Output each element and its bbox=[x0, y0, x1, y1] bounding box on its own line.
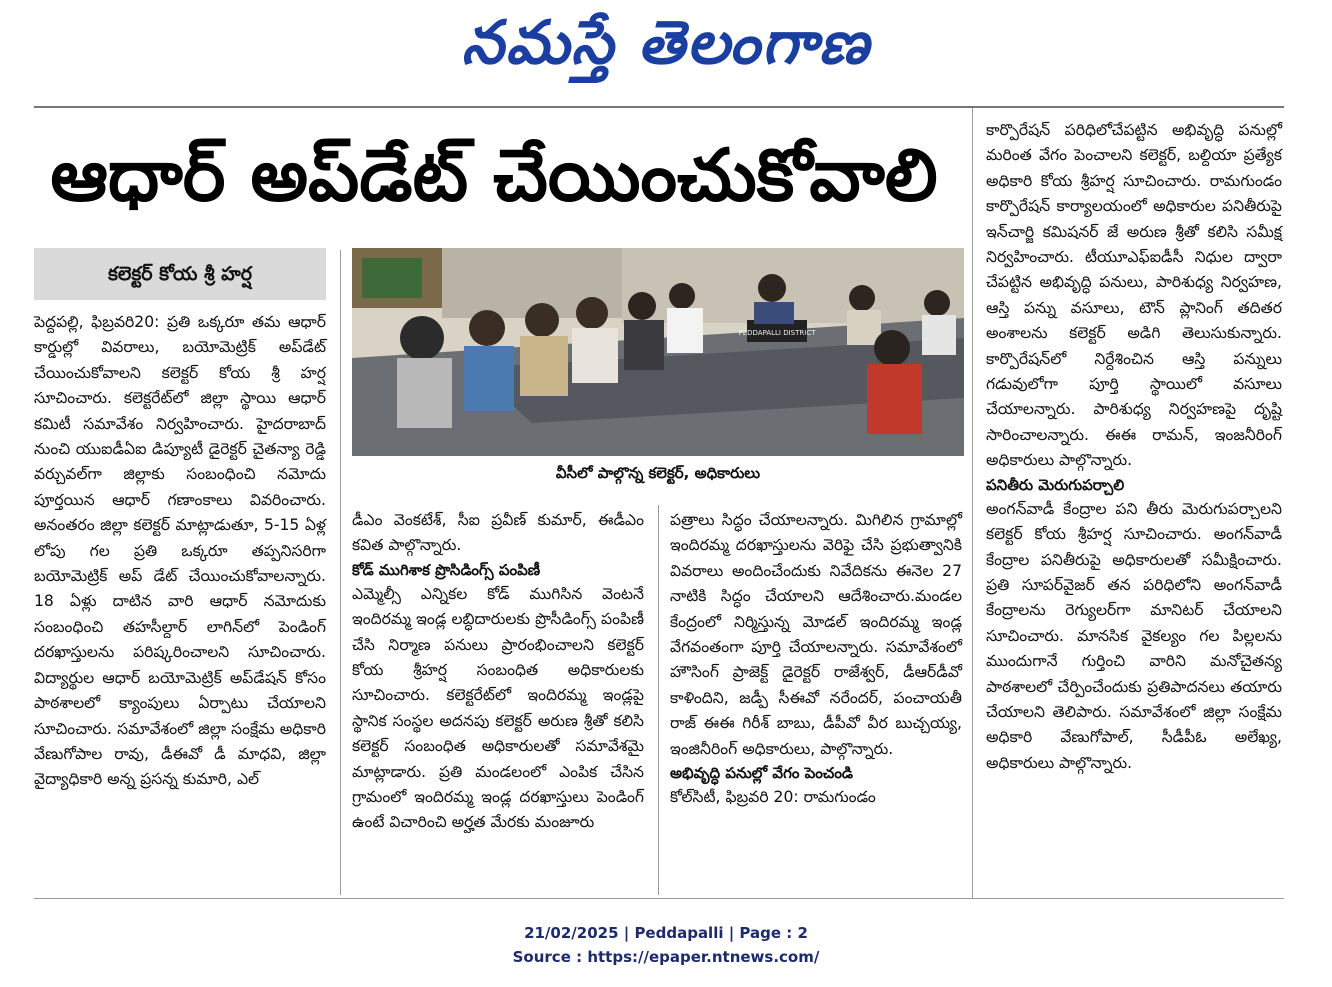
column-divider bbox=[340, 250, 341, 895]
photo-caption: వీసీలో పాల్గొన్న కలెక్టర్, అధికారులు bbox=[555, 464, 761, 482]
article-column-4 bbox=[986, 118, 1282, 776]
article-column-2 bbox=[352, 508, 644, 836]
section-heading: పనితీరు మెరుగుపర్చాలి bbox=[986, 475, 1125, 494]
column-divider bbox=[658, 505, 659, 895]
section-heading: అభివృద్ధి పనుల్లో వేగం పెంచండి bbox=[670, 764, 854, 783]
column-divider bbox=[972, 108, 973, 898]
masthead-logo: నమస్తే తెలంగాణ bbox=[461, 8, 871, 78]
nameplate-text: PEDDAPALLI DISTRICT bbox=[738, 329, 816, 337]
meeting-photo bbox=[352, 248, 964, 456]
article-column-3 bbox=[670, 508, 962, 810]
footer-date-edition: 21/02/2025 | Peddapalli | Page : 2 bbox=[524, 924, 808, 942]
article-paragraph: అంగన్‌వాడీ కేంద్రాల పని తీరు మెరుగుపర్చాలని కలెక్టర్ కోయ శ్రీహర్ష సూచించారు. అంగన్‌వాడీ కేంద్రాల పనితీరుపై అధికారులతో సమీక్షించారు. ప్రతి సూపర్‌వైజర్ తన పరిధిలోని అంగన్‌వాడీ కేంద్రాలను రెగ్యులర్‌గా మానిటర్ చేయాలని సూచించారు. మానసిక వైకల్యం గల పిల్లలను ముందుగానే గుర్తించి వారిని మనోచైతన్య పాఠశాలలో చేర్పించేందుకు ప్రతిపాదనలు తయారు చేయాలని తెలిపారు. సమావేశంలో జిల్లా సంక్షేమ అధికారి వేణుగోపాల్, సీడీపీఓ అలేఖ్య, అధికారులు పాల్గొన్నారు. bbox=[986, 499, 1282, 772]
footer-source-link[interactable]: Source : https://epaper.ntnews.com/ bbox=[512, 948, 820, 966]
news-photo bbox=[352, 248, 964, 456]
article-column-1 bbox=[34, 310, 326, 793]
article-paragraph: పత్రాలు సిద్ధం చేయాలన్నారు. మిగిలిన గ్రామాల్లో ఇందిరమ్మ దరఖాస్తులను వెరిఫై చేసి ప్రభుత్వానికి వివరాలు అందించేందుకు నివేదికను ఈనెల 27 నాటికి సిద్ధం చేయాలని ఆదేశించారు.మండల కేంద్రంలో నిర్మిస్తున్న మోడల్ ఇందిరమ్మ ఇండ్ల వేగవంతంగా పూర్తి చేయాలన్నారు. సమావేశంలో హౌసింగ్ ప్రాజెక్ట్ డైరెక్టర్ రాజేశ్వర్, డీఆర్‌డీవో కాళిందిని, జడ్పీ సీఈవో నరేందర్, పంచాయతీ రాజ్ ఈఈ గిరీశ్ బాబు, డీపీవో వీర బుచ్చయ్య, ఇంజినీరింగ్ అధికారులు, పాల్గొన్నారు. bbox=[670, 511, 962, 758]
masthead bbox=[0, 0, 1332, 100]
subhead: కలెక్టర్ కోయ శ్రీ హర్ష bbox=[34, 248, 326, 300]
article-paragraph: పెద్దపల్లి, ఫిబ్రవరి20: ప్రతి ఒక్కరూ తమ ఆధార్ కార్డుల్లో వివరాలు, బయోమెట్రిక్ అప్‌డేట్ చేయించుకోవాలని కలెక్టర్ కోయ శ్రీ హర్ష సూచించారు. కలెక్టరేట్‌లో జిల్లా స్థాయి ఆధార్ కమిటీ సమావేశం నిర్వహించారు. హైదరాబాద్ నుంచి యుఐడీఏఐ డిప్యూటీ డైరెక్టర్ చైతన్యా రెడ్డి వర్చువల్‌గా జిల్లాకు సంబంధించి నమోదు పూర్తయిన ఆధార్ గణాంకాలు వివరించారు. అనంతరం జిల్లా కలెక్టర్ మాట్లాడుతూ, 5-15 ఏళ్ల లోపు గల ప్రతి ఒక్కరూ తప్పనిసరిగా బయోమెట్రిక్ అప్ డేట్ చేయించుకోవాలన్నారు. 18 ఏళ్లు దాటిన వారి ఆధార్ నమోదుకు సంబంధించి తహసీల్దార్ లాగిన్‌లో పెండింగ్ దరఖాస్తులను పరిష్కరించాలని సూచించారు. విద్యార్థుల ఆధార్ బయోమెట్రిక్ అప్‌డేషన్ కోసం పాఠశాలలో క్యాంపులు ఏర్పాటు చేయాలని సూచించారు. సమావేశంలో జిల్లా సంక్షేమ అధికారి వేణుగోపాల రావు, డీఈవో డీ మాధవి, జిల్లా వైద్యాధికారి అన్న ప్రసన్న కుమారి, ఎల్ bbox=[34, 313, 326, 789]
article-paragraph: కోల్‌సిటీ, ఫిబ్రవరి 20: రామగుండం bbox=[670, 788, 876, 807]
article-paragraph: కార్పొరేషన్ పరిధిలోచేపట్టిన అభివృద్ధి పనుల్లో మరింత వేగం పెంచాలని కలెక్టర్, బల్దియా ప్రత్యేక అధికారి కోయ శ్రీహర్ష సూచించారు. రామగుండం కార్పొరేషన్ కార్యాలయంలో అధికారుల పనితీరుపై ఇన్‌చార్జి కమిషనర్ జే అరుణ శ్రీతో కలిసి సమీక్ష నిర్వహించారు. టీయూఎఫ్ఐడీసీ నిధుల ద్వారా చేపట్టిన అభివృద్ధి పనులు, పారిశుధ్య నిర్వహణ, ఆస్తి పన్ను వసూలు, టౌన్ ప్లానింగ్ తదితర అంశాలను కలెక్టర్ అడిగి తెలుసుకున్నారు. కార్పొరేషన్‌లో నిర్దేశించిన ఆస్తి పన్నులు గడువులోగా పూర్తి స్థాయిలో వసూలు చేయాలన్నారు. పారిశుధ్య నిర్వహణపై దృష్టి సారించాలన్నారు. ఈఈ రామన్, ఇంజనీరింగ్ అధికారులు పాల్గొన్నారు. bbox=[986, 121, 1282, 470]
bottom-rule bbox=[34, 898, 1284, 899]
article-paragraph: డీఎం వెంకటేశ్, సీఐ ప్రవీణ్ కుమార్, ఈడీఎం కవిత పాల్గొన్నారు. bbox=[352, 511, 644, 555]
headline: ఆధార్ అప్‌డేట్ చేయించుకోవాలి bbox=[50, 133, 938, 217]
section-heading: కోడ్ ముగిశాక ప్రొసిడింగ్స్ పంపిణీ bbox=[352, 560, 541, 579]
top-rule bbox=[34, 106, 1284, 108]
article-paragraph: ఎమ్మెల్సీ ఎన్నికల కోడ్ ముగిసిన వెంటనే ఇందిరమ్మ ఇండ్ల లబ్ధిదారులకు ప్రొసీడింగ్స్ పంపిణీ చేసి నిర్మాణ పనులు ప్రారంభించాలని కలెక్టర్ కోయ శ్రీహర్ష సంబంధిత అధికారులకు సూచించారు. కలెక్టరేట్‌లో ఇందిరమ్మ ఇండ్లపై స్థానిక సంస్థల అదనపు కలెక్టర్ అరుణ శ్రీతో కలిసి కలెక్టర్ సంబంధిత అధికారులతో సమావేశమై మాట్లాడారు. ప్రతి మండలంలో ఎంపిక చేసిన గ్రామంలో ఇందిరమ్మ ఇండ్ల దరఖాస్తులు పెండింగ్ ఉంటే విచారించి అర్హత మేరకు మంజూరు bbox=[352, 584, 644, 832]
